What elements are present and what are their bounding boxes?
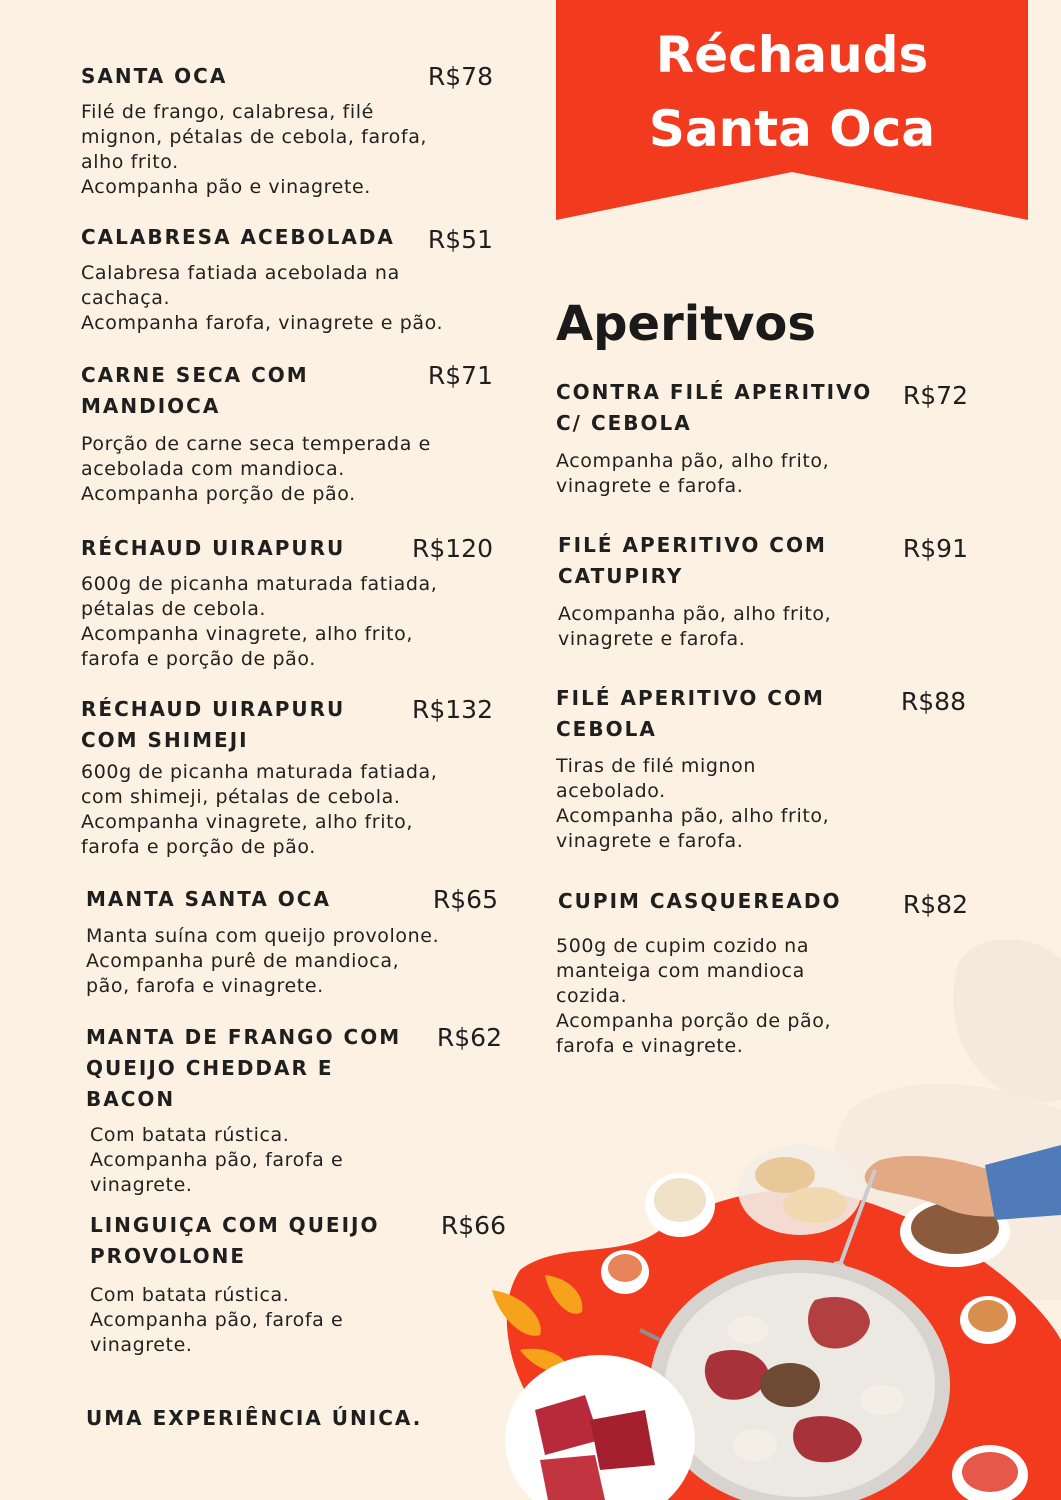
item-description: Tiras de filé mignon acebolado. Acompanha pão, alho frito, vinagrete e farofa.: [556, 755, 830, 852]
item-price: R$132: [412, 695, 493, 724]
item-description: 500g de cupim cozido na manteiga com mandioca cozida. Acompanha porção de pão, farofa e vinagrete.: [556, 935, 832, 1057]
footer-tagline: UMA EXPERIÊNCIA ÚNICA.: [86, 1406, 423, 1430]
item-price: R$120: [412, 534, 493, 563]
item-name: CALABRESA ACEBOLADA: [81, 225, 395, 249]
item-description: Com batata rústica. Acompanha pão, farofa e vinagrete.: [90, 1124, 344, 1196]
item-price: R$88: [900, 687, 966, 716]
item-name: RÉCHAUD UIRAPURU: [81, 536, 346, 560]
item-name: SANTA OCA: [81, 64, 228, 88]
item-name: FILÉ APERITIVO COM CEBOLA: [556, 686, 825, 741]
item-name: LINGUIÇA COM QUEIJO PROVOLONE: [90, 1213, 380, 1268]
item-description: Calabresa fatiada acebolada na cachaça. Acompanha farofa, vinagrete e pão.: [81, 262, 444, 334]
page-title: Réchauds Santa Oca: [648, 26, 936, 158]
item-name: CONTRA FILÉ APERITIVO C/ CEBOLA: [556, 380, 873, 435]
item-price: R$71: [427, 361, 493, 390]
item-name: RÉCHAUD UIRAPURU COM SHIMEJI: [81, 697, 346, 752]
item-description: Com batata rústica. Acompanha pão, farofa e vinagrete.: [90, 1284, 344, 1356]
item-description: Manta suína com queijo provolone. Acompanha purê de mandioca, pão, farofa e vinagrete.: [86, 925, 440, 997]
item-name: CARNE SECA COM MANDIOCA: [81, 363, 309, 418]
item-name: CUPIM CASQUEREADO: [558, 889, 842, 913]
item-price: R$65: [432, 885, 498, 914]
item-name: MANTA SANTA OCA: [86, 887, 331, 911]
item-name: FILÉ APERITIVO COM CATUPIRY: [558, 533, 827, 588]
item-price: R$91: [902, 534, 968, 563]
item-description: Porção de carne seca temperada e acebolada com mandioca. Acompanha porção de pão.: [81, 433, 431, 505]
item-description: 600g de picanha maturada fatiada, com shimeji, pétalas de cebola. Acompanha vinagrete, alho frito, farofa e porção de pão.: [81, 761, 438, 858]
title-banner: [556, 0, 1028, 220]
item-price: R$66: [440, 1211, 506, 1240]
section-title-aperitivos: Aperitvos: [556, 296, 816, 352]
item-description: Filé de frango, calabresa, filé mignon, pétalas de cebola, farofa, alho frito. Acompanha pão e vinagrete.: [81, 101, 428, 198]
item-description: Acompanha pão, alho frito, vinagrete e farofa.: [558, 603, 832, 650]
item-description: 600g de picanha maturada fatiada, pétalas de cebola. Acompanha vinagrete, alho frito, farofa e porção de pão.: [81, 573, 438, 670]
item-name: MANTA DE FRANGO COM QUEIJO CHEDDAR E BACON: [86, 1025, 402, 1111]
item-price: R$51: [427, 225, 493, 254]
item-description: Acompanha pão, alho frito, vinagrete e farofa.: [556, 450, 830, 497]
item-price: R$62: [436, 1023, 502, 1052]
item-price: R$82: [902, 890, 968, 919]
item-price: R$72: [902, 381, 968, 410]
item-price: R$78: [427, 62, 493, 91]
